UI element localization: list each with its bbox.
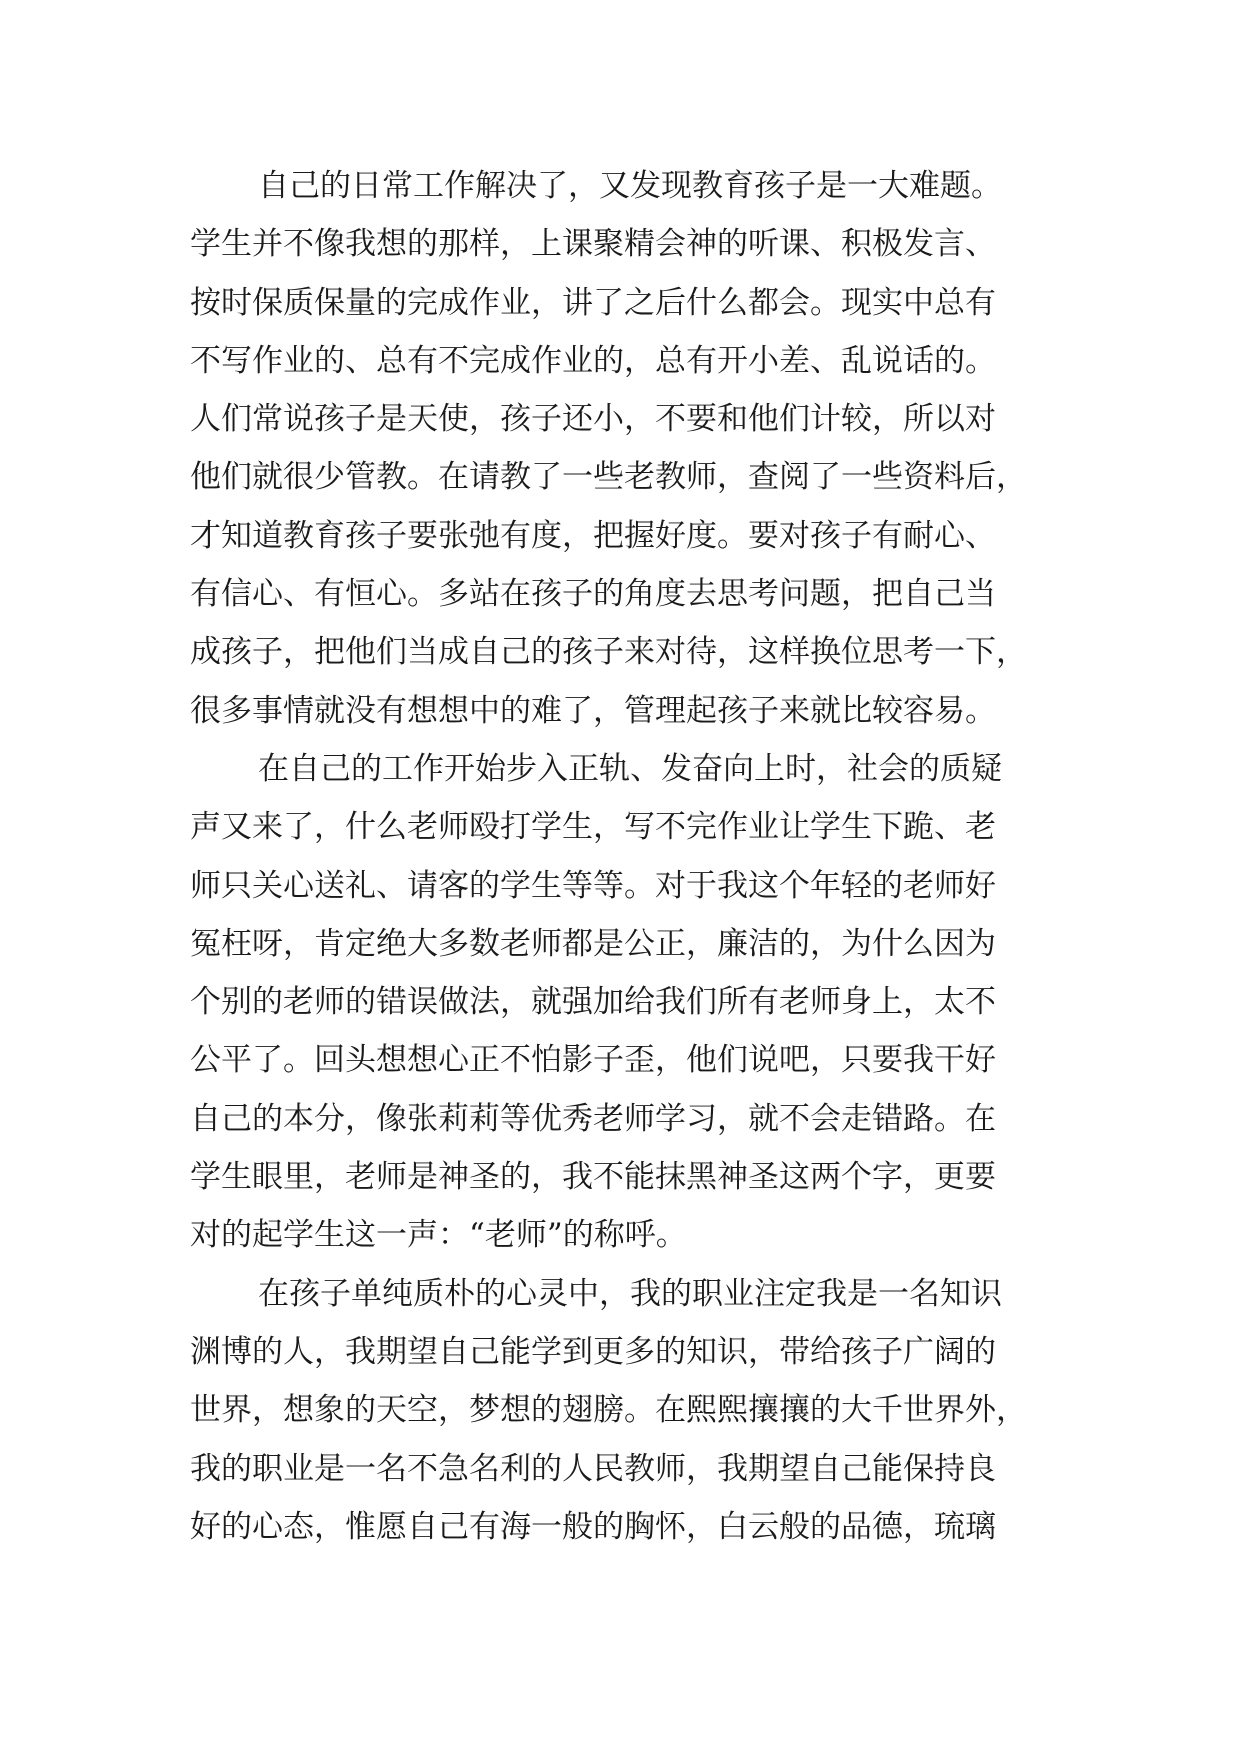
text-line: 在孩子单纯质朴的心灵中，我的职业注定我是一名知识 xyxy=(258,1275,1002,1312)
text-line: 声又来了，什么老师殴打学生，写不完作业让学生下跪、老 xyxy=(190,809,996,846)
paragraph-3 xyxy=(190,1265,1070,1556)
text-line: 有信心、有恒心。多站在孩子的角度去思考问题，把自己当 xyxy=(190,576,996,613)
paragraph-2 xyxy=(190,740,1070,1265)
text-line: 成孩子，把他们当成自己的孩子来对待，这样换位思考一下， xyxy=(190,634,1027,671)
text-line: 师只关心送礼、请客的学生等等。对于我这个年轻的老师好 xyxy=(190,867,996,904)
text-line: 他们就很少管教。在请教了一些老教师，查阅了一些资料后， xyxy=(190,459,1027,496)
text-line: 自己的日常工作解决了，又发现教育孩子是一大难题。 xyxy=(258,168,1002,204)
text-line: 对的起学生这一声：“老师”的称呼。 xyxy=(190,1217,687,1254)
text-line: 我的职业是一名不急名利的人民教师，我期望自己能保持良 xyxy=(190,1450,996,1487)
text-line: 个别的老师的错误做法，就强加给我们所有老师身上，太不 xyxy=(190,984,996,1021)
text-line: 自己的本分，像张莉莉等优秀老师学习，就不会走错路。在 xyxy=(190,1100,996,1137)
text-line: 冤枉呀，肯定绝大多数老师都是公正，廉洁的，为什么因为 xyxy=(190,925,996,962)
text-line: 世界，想象的天空，梦想的翅膀。在熙熙攘攘的大千世界外， xyxy=(190,1392,1027,1429)
text-line: 很多事情就没有想想中的难了，管理起孩子来就比较容易。 xyxy=(190,692,996,729)
paragraph-1 xyxy=(190,157,1070,740)
text-line: 好的心态，惟愿自己有海一般的胸怀，白云般的品德，琉璃 xyxy=(190,1508,996,1545)
text-line: 不写作业的、总有不完成作业的，总有开小差、乱说话的。 xyxy=(190,342,996,379)
text-line: 按时保质保量的完成作业，讲了之后什么都会。现实中总有 xyxy=(190,284,996,321)
text-line: 才知道教育孩子要张弛有度，把握好度。要对孩子有耐心、 xyxy=(190,517,996,554)
text-line: 公平了。回头想想心正不怕影子歪，他们说吧，只要我干好 xyxy=(190,1042,996,1079)
text-line: 在自己的工作开始步入正轨、发奋向上时，社会的质疑 xyxy=(258,750,1002,787)
text-line: 渊博的人，我期望自己能学到更多的知识，带给孩子广阔的 xyxy=(190,1333,996,1370)
text-line: 人们常说孩子是天使，孩子还小，不要和他们计较，所以对 xyxy=(190,401,996,438)
text-line: 学生并不像我想的那样，上课聚精会神的听课、积极发言、 xyxy=(190,226,996,263)
text-line: 学生眼里，老师是神圣的，我不能抹黑神圣这两个字，更要 xyxy=(190,1159,996,1196)
document-body xyxy=(190,157,1070,1556)
